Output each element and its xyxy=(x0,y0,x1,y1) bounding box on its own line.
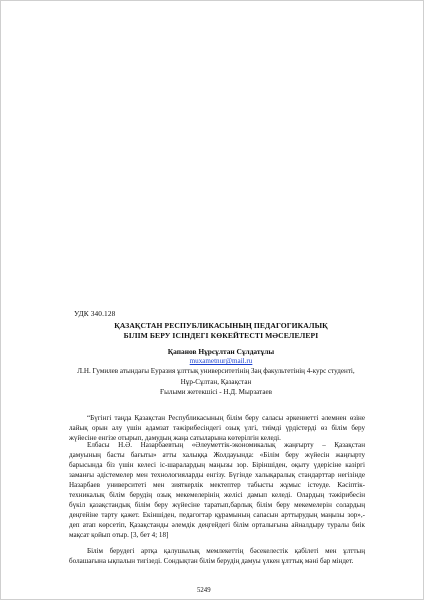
affiliation-line-1: Л.Н. Гумилев атындағы Еуразия ұлттық университетінің Заң факультетінің 4-курс студенті, xyxy=(77,367,355,375)
text-line: техникалық білім берудің озық мекемелерінің желісі дамып келеді. Олардың тәжірибесін xyxy=(69,491,365,499)
paragraph-1 xyxy=(69,413,365,443)
title-line-1: ҚАЗАҚСТАН РЕСПУБЛИКАСЫНЫҢ ПЕДАГОГИКАЛЫҚ xyxy=(114,321,328,330)
udk-code: УДК 340.128 xyxy=(74,309,116,318)
page-number: 5249 xyxy=(197,587,211,594)
text-line: лайық орын алу үшін адамзат тәжірибесіндегі озық үлгі, тиімді үрдістерді өз білім беру xyxy=(69,424,365,432)
paragraph-2 xyxy=(69,440,365,540)
supervisor-line: Ғылыми жетекшісі - Н.Д. Мырзатаев xyxy=(160,388,272,396)
text-line: барысында біз үшін келесі іс-шаралардың маңызы зор. Біріншіден, оқыту үдерісіне казіргі xyxy=(69,461,365,469)
author-email-link[interactable]: muxametnur@mail.ru xyxy=(189,357,253,365)
text-line: деп атап көрсетіп, Қазақстанды әлемдік деңгейдегі білім орталығына айналдыру туралы биік xyxy=(69,521,365,529)
text-line: болашағына ықпалын тигізеді. Сондықтан білім берудің дамуы үлкен ұлттық мәні бар міндет. xyxy=(69,557,354,565)
text-line: заманғы әдістемелер мен технологияларды енгізу. Бүгінде халықаралық стандарттар негізінде xyxy=(69,471,365,479)
text-line: дамуының басты бағыты» атты халыққа Жолдауында: «Білім беру жүйесін жаңғырту xyxy=(69,451,365,459)
text-line: бүкіл қазақстандық білім беру жүйесіне таратып,барлық білім беру мекемелерін солардың xyxy=(69,501,365,509)
text-line: “Бүгінгі таңда Қазақстан Республикасының білім беру саласы әркениетті әлемнен өзіне xyxy=(87,414,365,422)
affiliation-line-2: Нұр-Сұлтан, Қазақстан xyxy=(180,378,252,386)
text-line: мақсат қойып отыр. [3, бет 4; 18] xyxy=(69,531,169,539)
text-line: Елбасы Н.Ә. Назарбаевтың «Әлеуметтік-экономикалық жаңғырту – Қазақстан xyxy=(87,441,365,449)
author-name: Қапанов Нұрсұлтан Сұлдатұлы xyxy=(167,347,275,356)
title-line-2: БІЛІМ БЕРУ ІСІНДЕГІ КӨКЕЙТЕСТІ МӘСЕЛЕЛЕРІ xyxy=(123,331,319,340)
text-line: жүйесіне енгізе отырып, дамудың жаңа сатыларына көтерілгін келеді. xyxy=(69,434,281,442)
paragraph-3 xyxy=(69,546,365,566)
text-line: деңгейіне тарту қажет. Екіншіден, педагогтар құрамының сапасын арттырудың маңызы зор»,- xyxy=(69,511,365,519)
text-line: Білім берудегі артқа қалушылық мемлекеттің бәсекелестік қабілеті мен ұлттың xyxy=(87,547,365,555)
text-line: Назарбаев университеті мен зияткерлік мектептер табысты жұмыс істеуде. Кәсіптік- xyxy=(69,481,365,489)
